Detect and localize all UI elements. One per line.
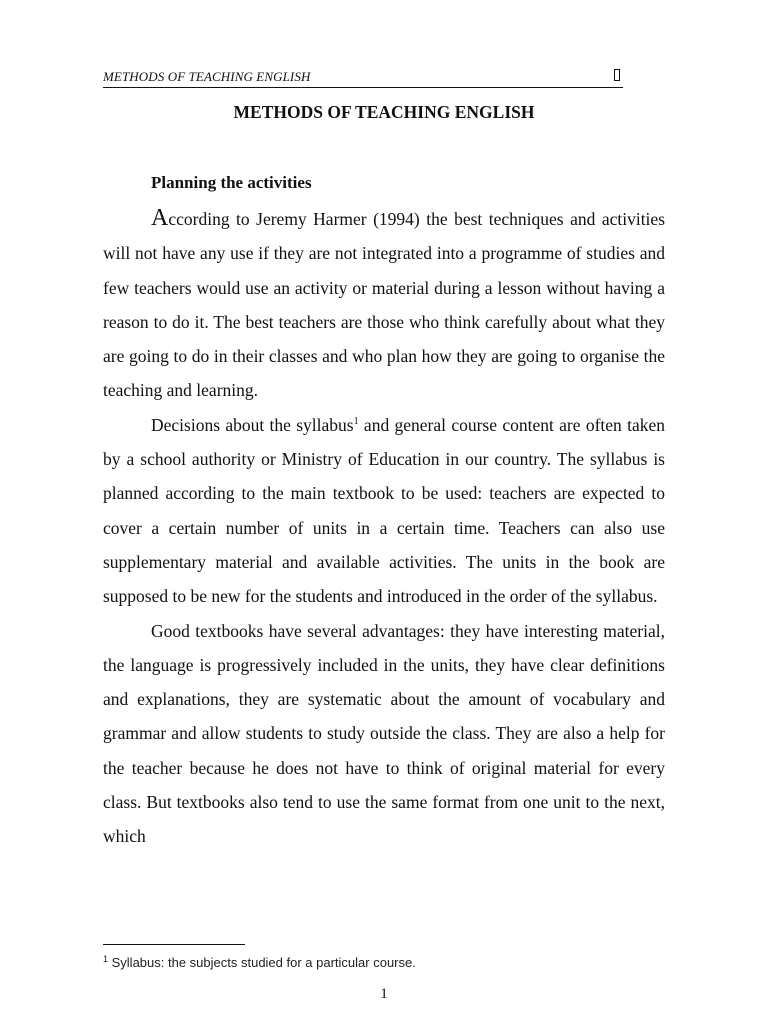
paragraph-1: [103, 202, 665, 408]
footnote-marker: 1: [103, 954, 109, 964]
footnote-reference: 1: [353, 415, 359, 427]
page-number: 1: [380, 986, 388, 1002]
paragraph-3-text: Good textbooks have several advantages: they have interesting material, the language is progressively included in the units, they have clear definitions and explanations, they are systematic about the amount of vocabulary and grammar and allow students to study outside the class. They are also a help for the teacher because he does not have to think of original material for every class. But textbooks also tend to use the same format from one unit to the next, which: [103, 620, 665, 847]
paragraph-2-text-after: and general course content are often taken by a school authority or Ministry of Education in our country. The syllabus is planned according to the main textbook to be used: teachers are expected to cover a certain number of units in a certain time. Teachers can also use supplementary material and available activities. The units in the book are supposed to be new for the students and introduced in the order of the syllabus.: [103, 414, 665, 607]
paragraph-2: [103, 408, 665, 614]
paragraph-1-text: ccording to Jeremy Harmer (1994) the best techniques and activities will not have any use if they are not integrated into a programme of studies and few teachers would use an activity or material during a lesson without having a reason to do it. The best teachers are those who think carefully about what they are going to do in their classes and who plan how they are going to organise the teaching and learning.: [103, 209, 665, 401]
paragraph-3: [103, 614, 665, 854]
running-header: [103, 67, 623, 88]
running-header-title: METHODS OF TEACHING ENGLISH: [103, 69, 311, 84]
footnote-text: Syllabus: the subjects studied for a particular course.: [108, 955, 416, 970]
document-title: METHODS OF TEACHING ENGLISH: [233, 102, 535, 122]
paragraph-2-text-before: Decisions about the syllabus: [151, 414, 354, 435]
body-text: [103, 202, 665, 854]
footnote: [103, 955, 416, 970]
section-heading: Planning the activities: [151, 173, 312, 192]
page-icon: [611, 67, 623, 83]
drop-cap: A: [151, 205, 169, 231]
footnote-separator: [103, 944, 245, 945]
